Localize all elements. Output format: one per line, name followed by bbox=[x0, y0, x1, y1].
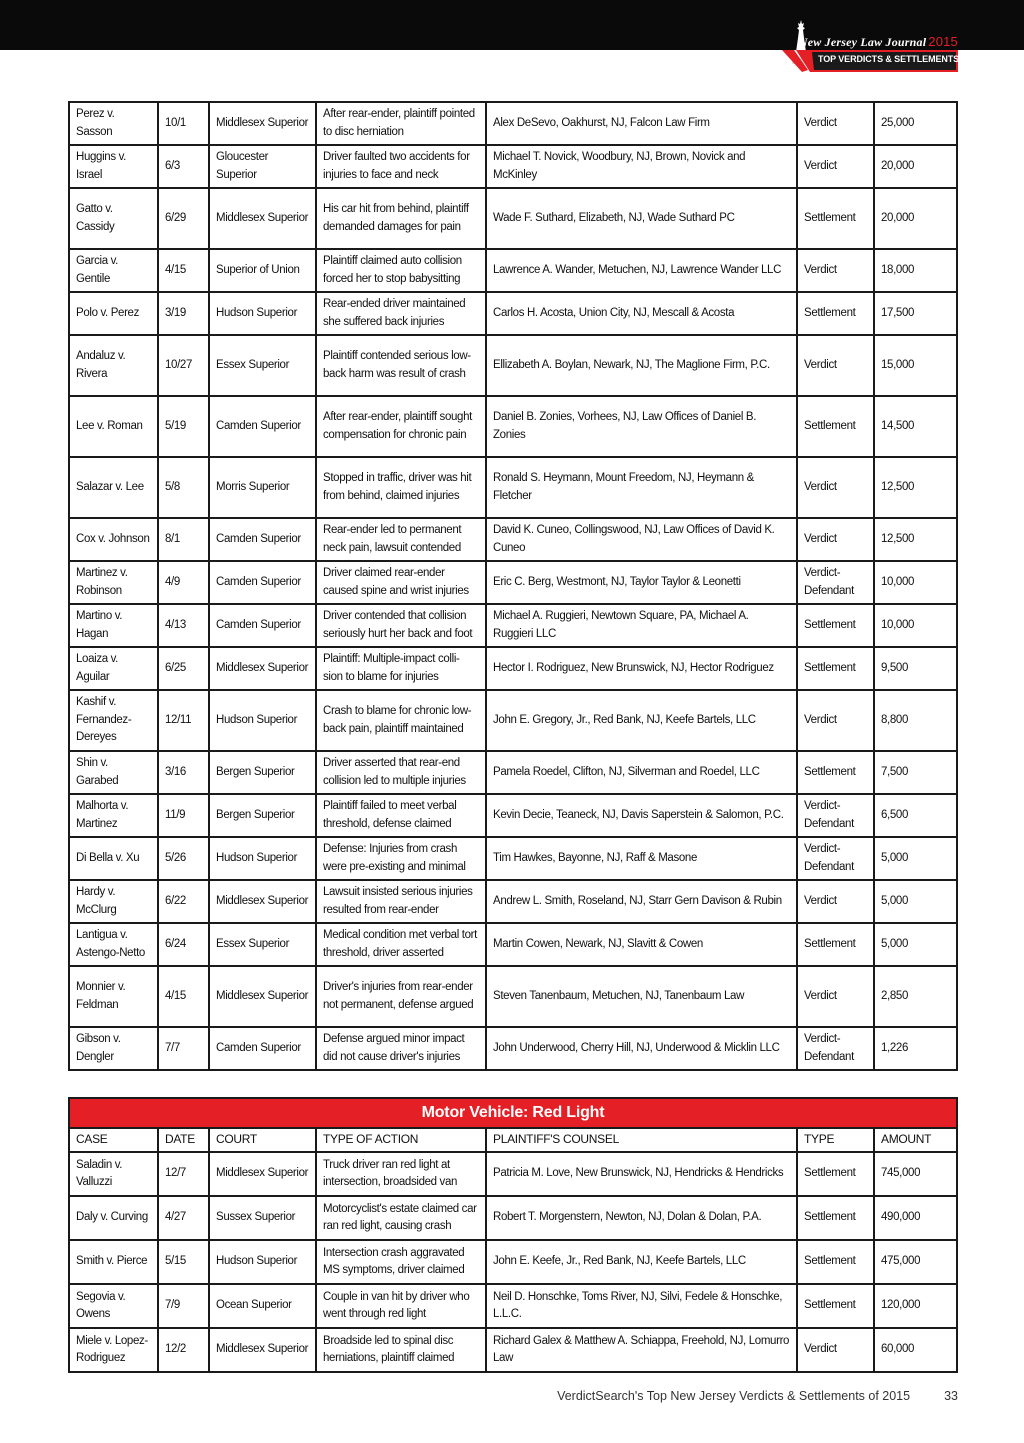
cell-type: Settlement bbox=[797, 1152, 874, 1196]
cell-type: Verdict bbox=[797, 335, 874, 396]
cell-court: Camden Superior bbox=[209, 396, 316, 457]
cell-court: Camden Superior bbox=[209, 1027, 316, 1070]
cell-type: Settlement bbox=[797, 1240, 874, 1284]
cell-action: Broadside led to spinal disc herniations, plaintiff claimed bbox=[316, 1328, 486, 1372]
cell-date: 5/15 bbox=[158, 1240, 209, 1284]
cell-court: Hudson Superior bbox=[209, 292, 316, 335]
cell-type: Verdict bbox=[797, 880, 874, 923]
footer-title: VerdictSearch's Top New Jersey Verdicts & Settlements of 2015 bbox=[557, 1389, 911, 1403]
cell-amount: 5,000 bbox=[874, 923, 957, 966]
cell-court: Middlesex Superior bbox=[209, 102, 316, 145]
table-row bbox=[69, 1027, 957, 1070]
table-row bbox=[69, 966, 957, 1027]
cell-case: Garcia v. Gentile bbox=[69, 249, 158, 292]
table-row bbox=[69, 647, 957, 690]
cell-type: Verdict bbox=[797, 249, 874, 292]
cell-counsel: Michael A. Ruggieri, Newtown Square, PA, Michael A. Ruggieri LLC bbox=[486, 604, 797, 647]
column-header-amount: AMOUNT bbox=[874, 1128, 957, 1152]
cell-case: Monnier v. Feldman bbox=[69, 966, 158, 1027]
cell-court: Camden Superior bbox=[209, 561, 316, 604]
cell-case: Huggins v. Israel bbox=[69, 145, 158, 188]
cell-type: Verdict-Defendant bbox=[797, 837, 874, 880]
cell-court: Ocean Superior bbox=[209, 1284, 316, 1328]
cell-amount: 20,000 bbox=[874, 188, 957, 249]
table-row bbox=[69, 518, 957, 561]
cell-type: Settlement bbox=[797, 188, 874, 249]
table-row bbox=[69, 396, 957, 457]
cell-counsel: Kevin Decie, Teaneck, NJ, Davis Saperstein & Salomon, P.C. bbox=[486, 794, 797, 837]
column-header-plaintiffs-counsel: PLAINTIFF'S COUNSEL bbox=[486, 1128, 797, 1152]
cell-counsel: Daniel B. Zonies, Vorhees, NJ, Law Offices of Daniel B. Zonies bbox=[486, 396, 797, 457]
cell-action: Plaintiff failed to meet verbal threshold, defense claimed bbox=[316, 794, 486, 837]
table-row bbox=[69, 794, 957, 837]
cell-date: 6/25 bbox=[158, 647, 209, 690]
cell-date: 3/19 bbox=[158, 292, 209, 335]
cell-date: 5/8 bbox=[158, 457, 209, 518]
table-row bbox=[69, 837, 957, 880]
cell-date: 12/11 bbox=[158, 690, 209, 751]
cell-court: Middlesex Superior bbox=[209, 880, 316, 923]
cell-action: Driver asserted that rear-end collision led to multiple injuries bbox=[316, 751, 486, 794]
cell-counsel: Eric C. Berg, Westmont, NJ, Taylor Taylor & Leonetti bbox=[486, 561, 797, 604]
cell-counsel: David K. Cuneo, Collingswood, NJ, Law Offices of David K. Cuneo bbox=[486, 518, 797, 561]
cell-action: Motorcyclist's estate claimed car ran red light, causing crash bbox=[316, 1196, 486, 1240]
ribbon-label: TOP VERDICTS & SETTLEMENTS NJ bbox=[818, 54, 973, 64]
cell-counsel: Hector I. Rodriguez, New Brunswick, NJ, Hector Rodriguez bbox=[486, 647, 797, 690]
verdicts-table-continued bbox=[68, 101, 958, 1071]
cell-action: Plaintiff claimed auto collision forced her to stop babysitting bbox=[316, 249, 486, 292]
cell-action: Medical condition met verbal tort threshold, driver asserted bbox=[316, 923, 486, 966]
cell-case: Lee v. Roman bbox=[69, 396, 158, 457]
cell-amount: 2,850 bbox=[874, 966, 957, 1027]
cell-date: 6/29 bbox=[158, 188, 209, 249]
cell-court: Essex Superior bbox=[209, 335, 316, 396]
cell-date: 10/27 bbox=[158, 335, 209, 396]
cell-counsel: John E. Keefe, Jr., Red Bank, NJ, Keefe Bartels, LLC bbox=[486, 1240, 797, 1284]
cell-action: Driver claimed rear-ender caused spine and wrist injuries bbox=[316, 561, 486, 604]
cell-case: Polo v. Perez bbox=[69, 292, 158, 335]
cell-amount: 60,000 bbox=[874, 1328, 957, 1372]
cell-amount: 25,000 bbox=[874, 102, 957, 145]
table-row bbox=[69, 923, 957, 966]
cell-case: Salazar v. Lee bbox=[69, 457, 158, 518]
cell-action: Crash to blame for chronic low-back pain, plaintiff maintained bbox=[316, 690, 486, 751]
cell-court: Camden Superior bbox=[209, 518, 316, 561]
brand-name: New Jersey Law Journal bbox=[798, 35, 927, 49]
cell-type: Settlement bbox=[797, 292, 874, 335]
column-header-case: CASE bbox=[69, 1128, 158, 1152]
cell-action: Lawsuit insisted serious injuries resulted from rear-ender bbox=[316, 880, 486, 923]
table-row bbox=[69, 335, 957, 396]
cell-court: Middlesex Superior bbox=[209, 647, 316, 690]
cell-case: Gatto v. Cassidy bbox=[69, 188, 158, 249]
cell-court: Middlesex Superior bbox=[209, 1328, 316, 1372]
cell-date: 8/1 bbox=[158, 518, 209, 561]
table-row bbox=[69, 1328, 957, 1372]
cell-court: Hudson Superior bbox=[209, 690, 316, 751]
cell-date: 11/9 bbox=[158, 794, 209, 837]
cell-court: Superior of Union bbox=[209, 249, 316, 292]
column-header-type-of-action: TYPE OF ACTION bbox=[316, 1128, 486, 1152]
cell-case: Perez v. Sasson bbox=[69, 102, 158, 145]
column-header-type: TYPE bbox=[797, 1128, 874, 1152]
cell-date: 4/13 bbox=[158, 604, 209, 647]
cell-action: Couple in van hit by driver who went through red light bbox=[316, 1284, 486, 1328]
cell-date: 3/16 bbox=[158, 751, 209, 794]
column-header-date: DATE bbox=[158, 1128, 209, 1152]
table-row bbox=[69, 1240, 957, 1284]
cell-type: Verdict-Defendant bbox=[797, 561, 874, 604]
table-row bbox=[69, 690, 957, 751]
cell-date: 7/9 bbox=[158, 1284, 209, 1328]
cell-counsel: Pamela Roedel, Clifton, NJ, Silverman and Roedel, LLC bbox=[486, 751, 797, 794]
cell-amount: 745,000 bbox=[874, 1152, 957, 1196]
cell-amount: 475,000 bbox=[874, 1240, 957, 1284]
cell-date: 4/27 bbox=[158, 1196, 209, 1240]
red-light-table-body bbox=[69, 1152, 957, 1372]
cell-amount: 6,500 bbox=[874, 794, 957, 837]
cell-amount: 120,000 bbox=[874, 1284, 957, 1328]
cell-date: 5/26 bbox=[158, 837, 209, 880]
cell-amount: 5,000 bbox=[874, 880, 957, 923]
cell-counsel: Alex DeSevo, Oakhurst, NJ, Falcon Law Firm bbox=[486, 102, 797, 145]
cell-date: 6/3 bbox=[158, 145, 209, 188]
cell-case: Gibson v. Dengler bbox=[69, 1027, 158, 1070]
cell-amount: 10,000 bbox=[874, 604, 957, 647]
cell-action: Truck driver ran red light at intersection, broadsided van bbox=[316, 1152, 486, 1196]
table-row bbox=[69, 249, 957, 292]
cell-type: Verdict bbox=[797, 145, 874, 188]
cell-amount: 5,000 bbox=[874, 837, 957, 880]
cell-counsel: Lawrence A. Wander, Metuchen, NJ, Lawrence Wander LLC bbox=[486, 249, 797, 292]
cell-case: Cox v. Johnson bbox=[69, 518, 158, 561]
cell-counsel: Neil D. Honschke, Toms River, NJ, Silvi, Fedele & Honschke, L.L.C. bbox=[486, 1284, 797, 1328]
cell-date: 4/15 bbox=[158, 966, 209, 1027]
cell-action: Defense: Injuries from crash were pre-existing and minimal bbox=[316, 837, 486, 880]
cell-date: 6/24 bbox=[158, 923, 209, 966]
cell-case: Miele v. Lopez-Rodriguez bbox=[69, 1328, 158, 1372]
cell-case: Di Bella v. Xu bbox=[69, 837, 158, 880]
cell-case: Loaiza v. Aguilar bbox=[69, 647, 158, 690]
cell-type: Verdict bbox=[797, 1328, 874, 1372]
cell-counsel: Andrew L. Smith, Roseland, NJ, Starr Gern Davison & Rubin bbox=[486, 880, 797, 923]
cell-counsel: Patricia M. Love, New Brunswick, NJ, Hendricks & Hendricks bbox=[486, 1152, 797, 1196]
cell-amount: 8,800 bbox=[874, 690, 957, 751]
cell-action: Plaintiff: Multiple-impact colli-sion to blame for injuries bbox=[316, 647, 486, 690]
table-row bbox=[69, 1152, 957, 1196]
cell-court: Middlesex Superior bbox=[209, 1152, 316, 1196]
cell-court: Bergen Superior bbox=[209, 751, 316, 794]
brand-title bbox=[799, 34, 958, 50]
cell-type: Settlement bbox=[797, 396, 874, 457]
cell-type: Verdict bbox=[797, 518, 874, 561]
table-row bbox=[69, 751, 957, 794]
cell-counsel: Richard Galex & Matthew A. Schiappa, Freehold, NJ, Lomurro Law bbox=[486, 1328, 797, 1372]
table-row bbox=[69, 102, 957, 145]
cell-court: Hudson Superior bbox=[209, 1240, 316, 1284]
cell-case: Daly v. Curving bbox=[69, 1196, 158, 1240]
cell-case: Martino v. Hagan bbox=[69, 604, 158, 647]
cell-court: Gloucester Superior bbox=[209, 145, 316, 188]
cell-action: Intersection crash aggravated MS symptoms, driver claimed bbox=[316, 1240, 486, 1284]
cell-case: Smith v. Pierce bbox=[69, 1240, 158, 1284]
cell-action: Stopped in traffic, driver was hit from behind, claimed injuries bbox=[316, 457, 486, 518]
cell-date: 10/1 bbox=[158, 102, 209, 145]
cell-date: 12/2 bbox=[158, 1328, 209, 1372]
cell-court: Bergen Superior bbox=[209, 794, 316, 837]
cell-date: 7/7 bbox=[158, 1027, 209, 1070]
brand-year: 2015 bbox=[928, 34, 958, 49]
column-header-court: COURT bbox=[209, 1128, 316, 1152]
cell-court: Essex Superior bbox=[209, 923, 316, 966]
cell-case: Segovia v. Owens bbox=[69, 1284, 158, 1328]
cell-action: Rear-ended driver maintained she suffered back injuries bbox=[316, 292, 486, 335]
cell-amount: 1,226 bbox=[874, 1027, 957, 1070]
cell-type: Verdict bbox=[797, 690, 874, 751]
cell-amount: 17,500 bbox=[874, 292, 957, 335]
cell-court: Hudson Superior bbox=[209, 837, 316, 880]
table-row bbox=[69, 188, 957, 249]
cell-case: Shin v. Garabed bbox=[69, 751, 158, 794]
red-light-table bbox=[68, 1097, 958, 1373]
cell-court: Sussex Superior bbox=[209, 1196, 316, 1240]
cell-counsel: Robert T. Morgenstern, Newton, NJ, Dolan & Dolan, P.A. bbox=[486, 1196, 797, 1240]
cell-type: Settlement bbox=[797, 1196, 874, 1240]
cell-amount: 14,500 bbox=[874, 396, 957, 457]
page-footer bbox=[0, 1389, 958, 1403]
cell-case: Andaluz v. Rivera bbox=[69, 335, 158, 396]
cell-action: After rear-ender, plaintiff sought compensation for chronic pain bbox=[316, 396, 486, 457]
cell-type: Settlement bbox=[797, 923, 874, 966]
table-row bbox=[69, 292, 957, 335]
cell-case: Martinez v. Robinson bbox=[69, 561, 158, 604]
table-row bbox=[69, 457, 957, 518]
cell-type: Verdict-Defendant bbox=[797, 1027, 874, 1070]
cell-court: Camden Superior bbox=[209, 604, 316, 647]
cell-counsel: Wade F. Suthard, Elizabeth, NJ, Wade Suthard PC bbox=[486, 188, 797, 249]
cell-type: Verdict bbox=[797, 966, 874, 1027]
cell-action: Driver contended that collision seriously hurt her back and foot bbox=[316, 604, 486, 647]
cell-action: Driver faulted two accidents for injuries to face and neck bbox=[316, 145, 486, 188]
cell-amount: 7,500 bbox=[874, 751, 957, 794]
cell-amount: 15,000 bbox=[874, 335, 957, 396]
cell-amount: 490,000 bbox=[874, 1196, 957, 1240]
cell-action: After rear-ender, plaintiff pointed to disc herniation bbox=[316, 102, 486, 145]
cell-amount: 20,000 bbox=[874, 145, 957, 188]
cell-type: Verdict bbox=[797, 457, 874, 518]
cell-type: Settlement bbox=[797, 1284, 874, 1328]
cell-counsel: Martin Cowen, Newark, NJ, Slavitt & Cowen bbox=[486, 923, 797, 966]
cell-counsel: Carlos H. Acosta, Union City, NJ, Mescall & Acosta bbox=[486, 292, 797, 335]
cell-counsel: Steven Tanenbaum, Metuchen, NJ, Tanenbaum Law bbox=[486, 966, 797, 1027]
table-row bbox=[69, 1196, 957, 1240]
cell-case: Malhorta v. Martinez bbox=[69, 794, 158, 837]
cell-amount: 12,500 bbox=[874, 457, 957, 518]
cell-amount: 18,000 bbox=[874, 249, 957, 292]
cell-counsel: John E. Gregory, Jr., Red Bank, NJ, Keefe Bartels, LLC bbox=[486, 690, 797, 751]
page-number: 33 bbox=[944, 1389, 958, 1403]
table-row bbox=[69, 1284, 957, 1328]
cell-type: Settlement bbox=[797, 604, 874, 647]
cell-court: Middlesex Superior bbox=[209, 966, 316, 1027]
cell-amount: 12,500 bbox=[874, 518, 957, 561]
cell-date: 12/7 bbox=[158, 1152, 209, 1196]
cell-type: Settlement bbox=[797, 647, 874, 690]
table-row bbox=[69, 145, 957, 188]
cell-case: Lantigua v. Astengo-Netto bbox=[69, 923, 158, 966]
cell-case: Kashif v. Fernandez-Dereyes bbox=[69, 690, 158, 751]
cell-counsel: Ronald S. Heymann, Mount Freedom, NJ, Heymann & Fletcher bbox=[486, 457, 797, 518]
table-row bbox=[69, 604, 957, 647]
cell-amount: 9,500 bbox=[874, 647, 957, 690]
cell-case: Hardy v. McClurg bbox=[69, 880, 158, 923]
cell-date: 4/15 bbox=[158, 249, 209, 292]
section-title: Motor Vehicle: Red Light bbox=[69, 1098, 957, 1128]
cell-action: Defense argued minor impact did not cause driver's injuries bbox=[316, 1027, 486, 1070]
cell-type: Verdict-Defendant bbox=[797, 794, 874, 837]
table-row bbox=[69, 561, 957, 604]
cell-action: His car hit from behind, plaintiff demanded damages for pain bbox=[316, 188, 486, 249]
verdicts-table-body bbox=[69, 102, 957, 1070]
cell-type: Settlement bbox=[797, 751, 874, 794]
cell-court: Middlesex Superior bbox=[209, 188, 316, 249]
cell-counsel: Ellizabeth A. Boylan, Newark, NJ, The Maglione Firm, P.C. bbox=[486, 335, 797, 396]
cell-court: Morris Superior bbox=[209, 457, 316, 518]
cell-date: 4/9 bbox=[158, 561, 209, 604]
cell-date: 5/19 bbox=[158, 396, 209, 457]
column-header-row bbox=[69, 1128, 957, 1152]
cell-date: 6/22 bbox=[158, 880, 209, 923]
cell-type: Verdict bbox=[797, 102, 874, 145]
cell-case: Saladin v. Valluzzi bbox=[69, 1152, 158, 1196]
cell-counsel: Michael T. Novick, Woodbury, NJ, Brown, Novick and McKinley bbox=[486, 145, 797, 188]
cell-action: Driver's injuries from rear-ender not permanent, defense argued bbox=[316, 966, 486, 1027]
cell-action: Plaintiff contended serious low-back harm was result of crash bbox=[316, 335, 486, 396]
table-row bbox=[69, 880, 957, 923]
cell-action: Rear-ender led to permanent neck pain, lawsuit contended bbox=[316, 518, 486, 561]
cell-counsel: John Underwood, Cherry Hill, NJ, Underwood & Micklin LLC bbox=[486, 1027, 797, 1070]
cell-counsel: Tim Hawkes, Bayonne, NJ, Raff & Masone bbox=[486, 837, 797, 880]
cell-amount: 10,000 bbox=[874, 561, 957, 604]
